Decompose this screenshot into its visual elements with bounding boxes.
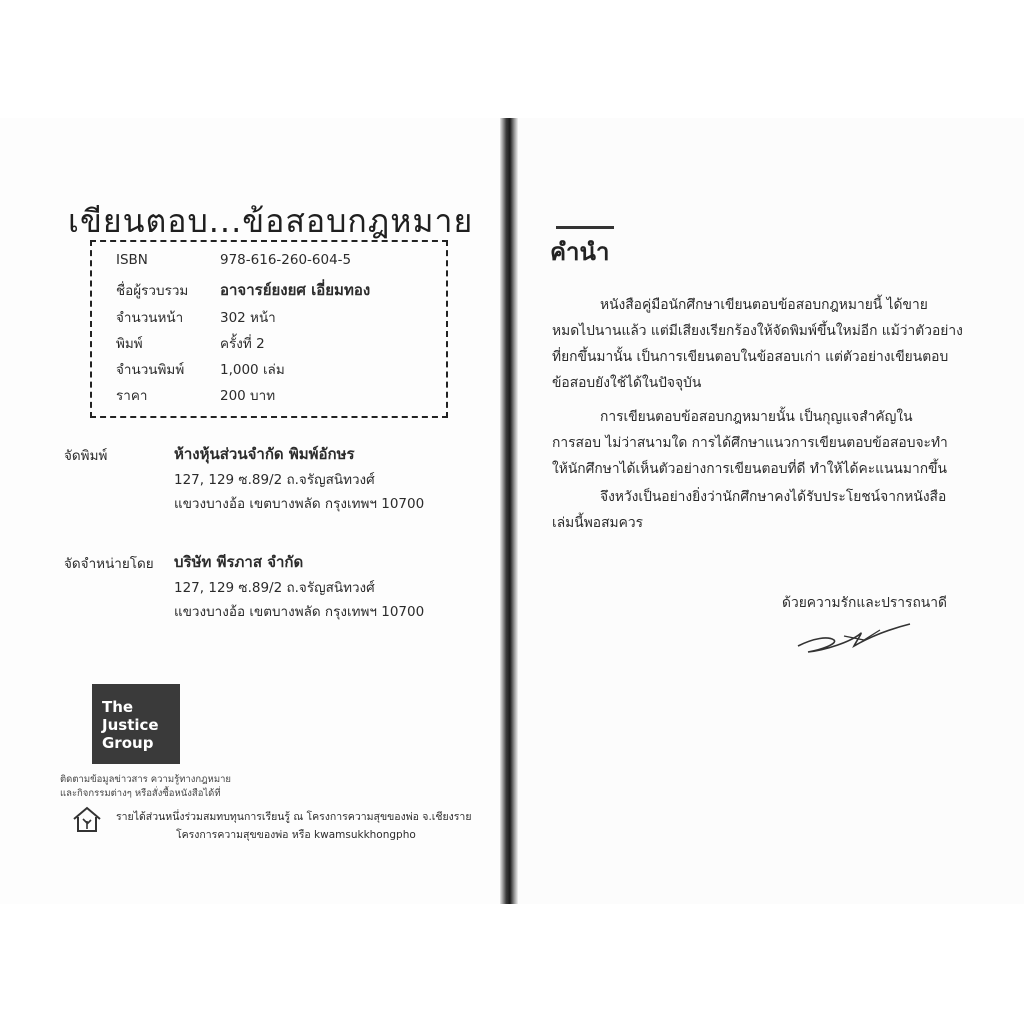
book-title: เขียนตอบ...ข้อสอบกฎหมาย xyxy=(68,202,474,240)
preface-line: ให้นักศึกษาได้เห็นตัวอย่างการเขียนตอบที่ดี ทำให้ได้คะแนนมากขึ้น xyxy=(552,461,947,477)
book-spread xyxy=(0,118,1024,904)
preface-rule xyxy=(556,226,614,229)
preface-line: ข้อสอบยังใช้ได้ในปัจจุบัน xyxy=(552,375,702,391)
printer-address-1: 127, 129 ซ.89/2 ถ.จรัญสนิทวงศ์ xyxy=(174,472,375,488)
preface-title: คำนำ xyxy=(550,238,610,266)
preface-line: จึงหวังเป็นอย่างยิ่งว่านักศึกษาคงได้รับประโยชน์จากหนังสือ xyxy=(600,489,947,505)
printer-name: ห้างหุ้นส่วนจำกัด พิมพ์อักษร xyxy=(174,445,355,463)
printer-label: จัดพิมพ์ xyxy=(64,448,108,464)
house-icon xyxy=(72,805,102,833)
info-value: 1,000 เล่ม xyxy=(220,362,285,378)
info-row-pages xyxy=(116,306,276,328)
preface-line: เล่มนี้พอสมควร xyxy=(552,515,643,531)
info-row-compiler xyxy=(116,278,370,302)
justice-group-logo xyxy=(92,684,180,764)
book-gutter xyxy=(500,118,518,904)
distributor-address-2: แขวงบางอ้อ เขตบางพลัด กรุงเทพฯ 10700 xyxy=(174,604,425,620)
info-label: ชื่อผู้รวบรวม xyxy=(116,283,189,299)
logo-line: Justice xyxy=(102,716,159,734)
signature-icon xyxy=(794,616,914,664)
right-page xyxy=(518,118,1024,904)
info-row-edition xyxy=(116,332,265,354)
preface-signoff: ด้วยความรักและปรารถนาดี xyxy=(782,595,947,611)
distributor-address-1: 127, 129 ซ.89/2 ถ.จรัญสนิทวงศ์ xyxy=(174,580,375,596)
info-row-isbn xyxy=(116,252,351,268)
info-value: 978-616-260-604-5 xyxy=(220,252,352,268)
info-label: ราคา xyxy=(116,388,148,404)
info-row-price xyxy=(116,384,275,406)
logo-caption-2: และกิจกรรมต่างๆ หรือสั่งซื้อหนังสือได้ที่ xyxy=(60,788,221,799)
logo-line: Group xyxy=(102,734,154,752)
logo-caption-1: ติดตามข้อมูลข่าวสาร ความรู้ทางกฎหมาย xyxy=(60,774,231,785)
book-info-box xyxy=(90,240,448,418)
info-label: จำนวนพิมพ์ xyxy=(116,362,185,378)
distributor-label: จัดจำหน่ายโดย xyxy=(64,556,154,572)
printer-address-2: แขวงบางอ้อ เขตบางพลัด กรุงเทพฯ 10700 xyxy=(174,496,425,512)
preface-line: หนังสือคู่มือนักศึกษาเขียนตอบข้อสอบกฎหมายนี้ ได้ขาย xyxy=(600,297,928,313)
info-label: จำนวนหน้า xyxy=(116,310,184,326)
info-label: ISBN xyxy=(116,252,148,268)
info-value: อาจารย์ยงยศ เอี่ยมทอง xyxy=(220,281,371,299)
distributor-name: บริษัท พีรภาส จำกัด xyxy=(174,553,304,571)
preface-line: การสอบ ไม่ว่าสนามใด การได้ศึกษาแนวการเขียนตอบข้อสอบจะทำ xyxy=(552,435,948,451)
preface-line: หมดไปนานแล้ว แต่มีเสียงเรียกร้องให้จัดพิมพ์ขึ้นใหม่อีก แม้ว่าตัวอย่าง xyxy=(552,323,963,339)
left-page xyxy=(0,118,500,904)
preface-line: ที่ยกขึ้นมานั้น เป็นการเขียนตอบในข้อสอบเก่า แต่ตัวอย่างเขียนตอบ xyxy=(552,349,949,365)
footer-line-1: รายได้ส่วนหนึ่งร่วมสมทบทุนการเรียนรู้ ณ โครงการความสุขของพ่อ จ.เชียงราย xyxy=(116,811,472,823)
logo-line: The xyxy=(102,698,134,716)
info-label: พิมพ์ xyxy=(116,336,143,352)
info-row-print-count xyxy=(116,358,285,380)
preface-line: การเขียนตอบข้อสอบกฎหมายนั้น เป็นกุญแจสำคัญใน xyxy=(600,409,913,425)
info-value: 200 บาท xyxy=(220,388,276,404)
info-value: ครั้งที่ 2 xyxy=(220,336,265,352)
info-value: 302 หน้า xyxy=(220,310,276,326)
footer-line-2: โครงการความสุขของพ่อ หรือ kwamsukkhongpho xyxy=(176,829,416,841)
